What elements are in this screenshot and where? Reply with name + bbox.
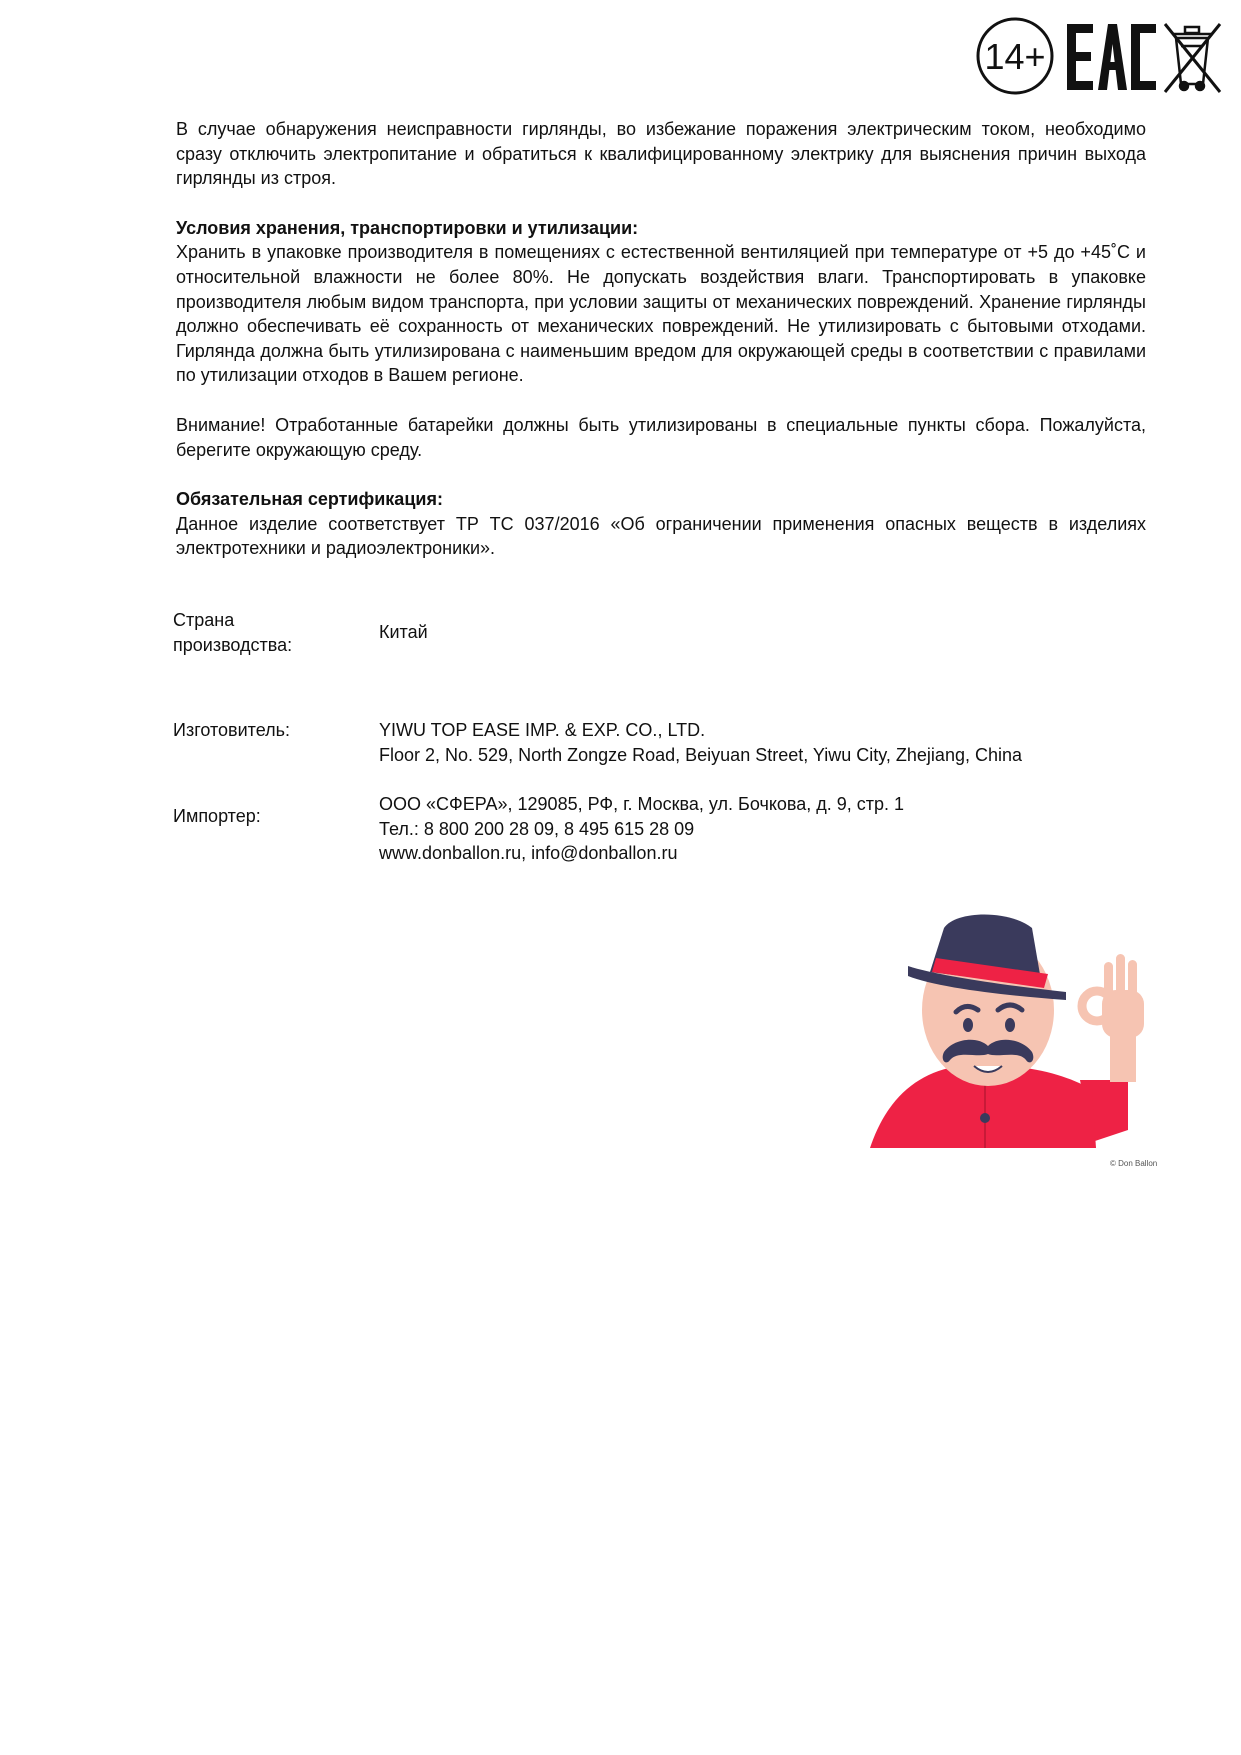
mascot-eye-left: [963, 1018, 973, 1032]
importer-contacts: www.donballon.ru, info@donballon.ru: [379, 843, 678, 864]
instructions-body: [176, 117, 1146, 561]
importer-label: Импортер:: [173, 806, 261, 826]
recycle-bin-crossed-icon: [1165, 24, 1220, 92]
certification-marks: [975, 16, 1225, 96]
storage-paragraph: Хранить в упаковке производителя в помещениях с естественной вентиляцией при температуре от +5 до +45˚С и относительной влажности не более 80%. Не допускать воздействия влаги. Транспортировать в упаковке производителя любым видом транспорта, при условии защиты от механических повреждений. Хранение гирлянды должно обеспечивать её сохранность от механических повреждений. Не утилизировать с бытовыми отходами. Гирлянда должна быть утилизирована с наименьшим вредом для окружающей среды в соответствии с правилами по утилизации отходов в Вашем регионе.: [176, 242, 1146, 386]
manufacturer-name: YIWU TOP EASE IMP. & EXP. CO., LTD.: [379, 720, 706, 740]
importer-address: ООО «СФЕРА», 129085, РФ, г. Москва, ул. Бочкова, д. 9, стр. 1: [379, 794, 905, 814]
don-ballon-mascot: [860, 880, 1170, 1170]
country-label: Страна производства:: [173, 610, 293, 655]
importer-phone: Тел.: 8 800 200 28 09, 8 495 615 28 09: [379, 818, 695, 839]
manufacturer-details: [379, 718, 1179, 767]
importer-details: [379, 792, 1179, 866]
manufacturer-address: Floor 2, No. 529, North Zongze Road, Beiyuan Street, Yiwu City, Zhejiang, China: [379, 744, 1022, 765]
battery-warning-paragraph: Внимание! Отработанные батарейки должны быть утилизированы в специальные пункты сбора. Пожалуйста, берегите окружающую среду.: [176, 414, 1146, 460]
mascot-eye-right: [1005, 1018, 1015, 1032]
age-rating-14-icon: [978, 19, 1052, 93]
storage-heading: Условия хранения, транспортировки и утилизации:: [176, 217, 639, 238]
certification-heading: Обязательная сертификация:: [176, 489, 443, 510]
manufacturer-label: Изготовитель:: [173, 720, 290, 740]
age-rating-text: 14+: [984, 36, 1046, 77]
country-value: Китай: [379, 622, 428, 642]
mascot-button: [980, 1113, 990, 1123]
fault-warning-paragraph: В случае обнаружения неисправности гирлянды, во избежание поражения электрическим током, необходимо сразу отключить электропитание и обратиться к квалифицированному электрику для выяснения причин выхода гирлянды из строя.: [176, 119, 1146, 189]
certification-paragraph: Данное изделие соответствует ТР ТС 037/2016 «Об ограничении применения опасных веществ в изделиях электротехники и радиоэлектроники».: [176, 513, 1146, 559]
mascot-copyright: © Don Ballon: [1110, 1159, 1158, 1168]
eac-mark-icon: [1067, 24, 1156, 90]
